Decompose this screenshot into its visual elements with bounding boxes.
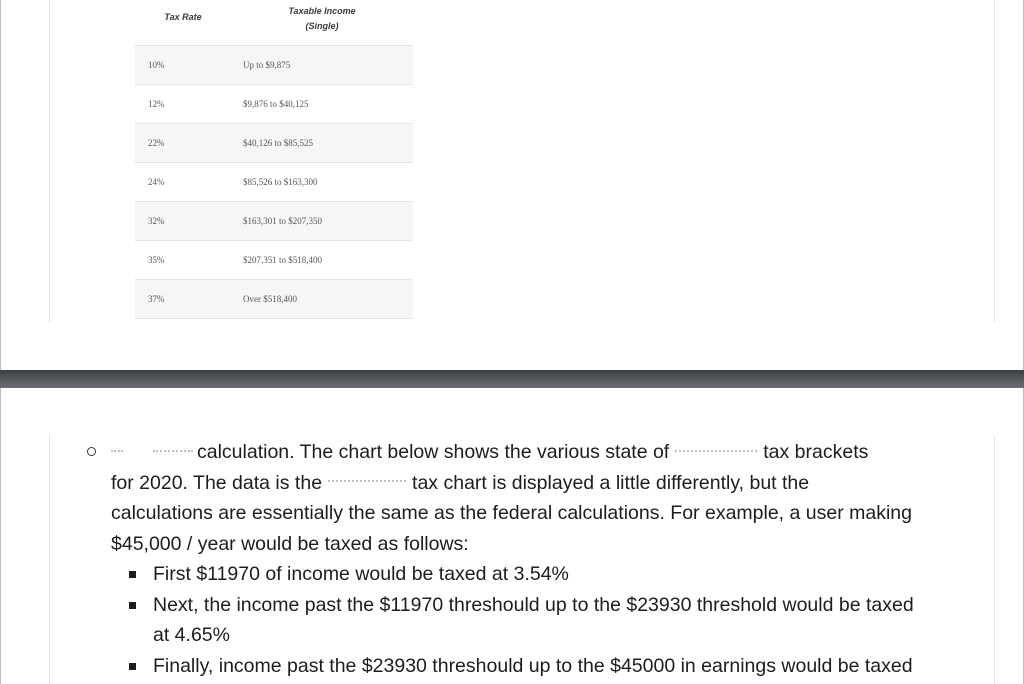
rate-cell: 10%	[148, 60, 165, 70]
table-row	[135, 46, 413, 85]
table-row	[135, 202, 413, 241]
paragraph-line	[111, 468, 981, 499]
list-item	[153, 590, 993, 651]
calculation-bullet-list	[153, 559, 993, 681]
list-item-text: at 4.65%	[153, 624, 230, 646]
square-bullet-icon	[129, 663, 136, 670]
list-item	[153, 559, 993, 590]
window-divider-bar	[0, 370, 1024, 388]
paragraph-line: calculations are essentially the same as the federal calculations. For example, a user making	[111, 502, 912, 524]
article-paragraph	[111, 437, 981, 559]
paragraph-line	[111, 437, 981, 468]
header-tax-rate: Tax Rate	[164, 12, 202, 22]
list-item-text: Next, the income past the $11970 threshould up to the $23930 threshold would be taxed	[153, 593, 914, 616]
income-cell: $85,526 to $163,300	[243, 177, 318, 187]
rate-cell: 35%	[148, 255, 165, 265]
column-guide-left	[49, 0, 50, 322]
paragraph-line: $45,000 / year would be taxed as follows:	[111, 532, 469, 555]
column-guide-right	[994, 435, 995, 684]
obscured-text	[328, 480, 406, 486]
column-guide-left	[49, 435, 50, 684]
rate-cell: 24%	[148, 177, 165, 187]
paragraph-text: calculation. The chart below shows the various state of	[197, 441, 670, 463]
income-cell: $9,876 to $40,125	[243, 99, 309, 109]
header-taxable-income-line2: (Single)	[305, 21, 339, 31]
list-item-text: Finally, income past the $23930 threshould up to the $45000 in earnings would be taxed	[153, 654, 913, 677]
rate-cell: 22%	[148, 138, 165, 148]
column-guide-right	[994, 0, 995, 322]
rate-cell: 32%	[148, 216, 165, 226]
square-bullet-icon	[129, 602, 136, 609]
rate-cell: 12%	[148, 99, 165, 109]
income-cell: Up to $9,875	[243, 60, 291, 70]
header-taxable-income-line1: Taxable Income	[288, 6, 356, 16]
table-header	[135, 0, 413, 46]
obscured-text	[675, 450, 757, 456]
paragraph-text: tax chart is displayed a little differently, but the	[412, 471, 810, 494]
table-row	[135, 163, 413, 202]
header-taxable-income	[231, 4, 413, 34]
hollow-circle-bullet-icon	[87, 447, 96, 456]
rate-cell: 37%	[148, 294, 165, 304]
obscured-text	[153, 450, 193, 456]
square-bullet-icon	[129, 571, 136, 578]
table-row	[135, 124, 413, 163]
list-item	[153, 651, 993, 682]
income-cell: $207,351 to $518,400	[243, 255, 323, 265]
tax-bracket-table	[135, 0, 413, 319]
list-item-text: First $11970 of income would be taxed at 3.54%	[153, 563, 569, 585]
income-cell: $40,126 to $85,525	[243, 138, 314, 148]
paragraph-text: for 2020. The data is the	[111, 471, 323, 494]
table-row	[135, 241, 413, 280]
income-cell: $163,301 to $207,350	[243, 216, 323, 226]
table-row	[135, 85, 413, 124]
obscured-text	[111, 450, 123, 456]
paragraph-text: tax brackets	[763, 441, 869, 463]
income-cell: Over $518,400	[243, 294, 297, 304]
table-row	[135, 280, 413, 319]
article-text-panel	[0, 388, 1024, 684]
